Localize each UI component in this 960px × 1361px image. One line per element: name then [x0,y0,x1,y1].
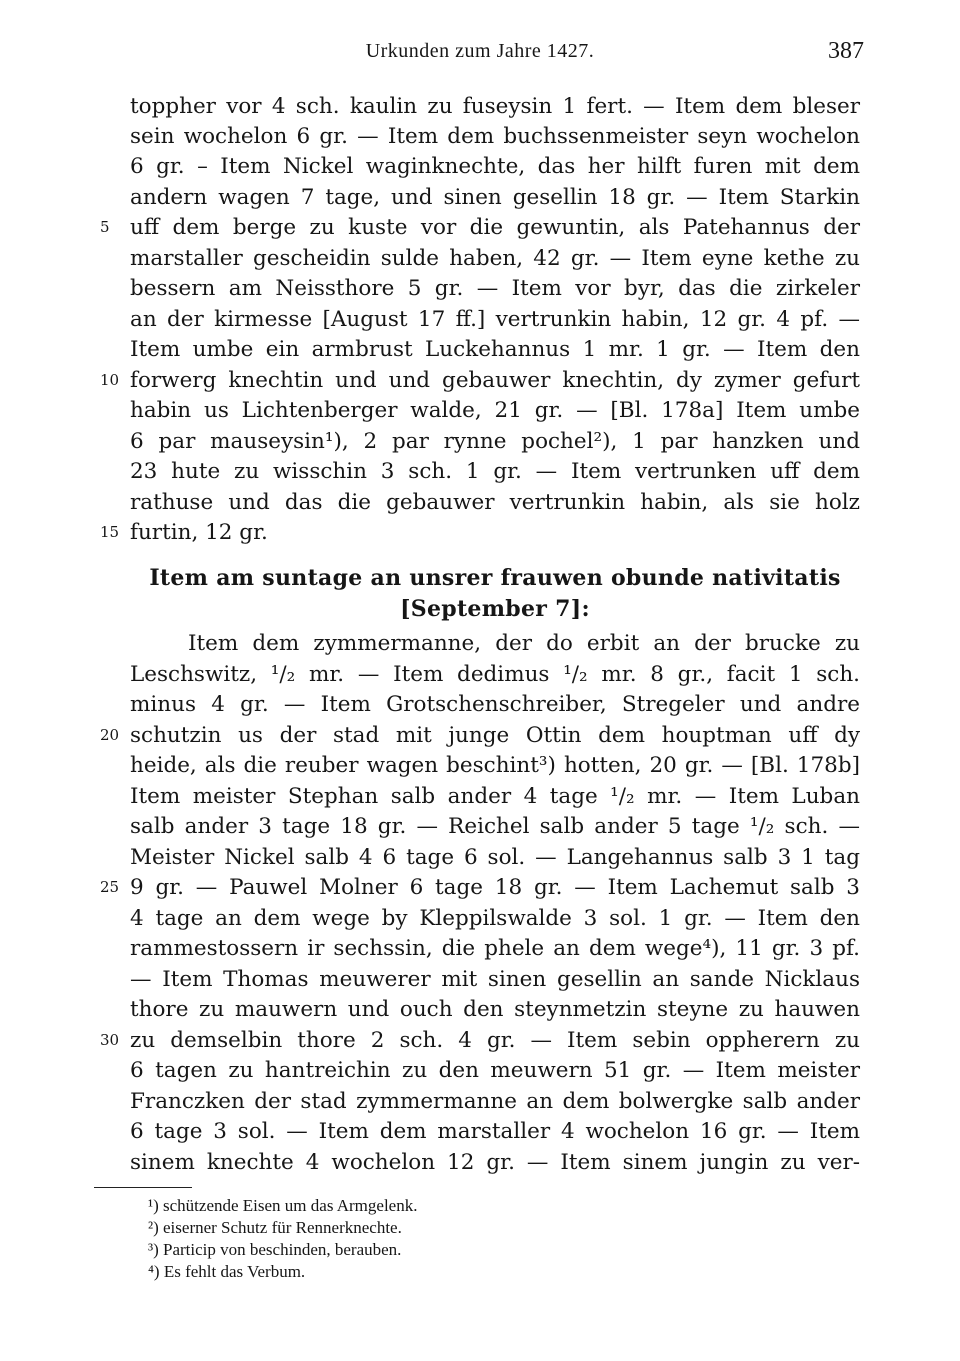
text-line: Leschswitz, ¹/₂ mr. — Item dedimus ¹/₂ mr. 8 gr., facit 1 sch. [130,662,860,687]
text-line: an der kirmesse [August 17 ff.] vertrunkin habin, 12 gr. 4 pf. — [130,307,860,332]
text-line: 6 tage 3 sol. — Item dem marstaller 4 wochelon 16 gr. — Item [130,1119,860,1144]
text-line: Item dem zymmermanne, der do erbit an der brucke zu [188,631,860,656]
text-line: schutzin us der stad mit junge Ottin dem houptman uff dy [130,723,860,748]
text-line: minus 4 gr. — Item Grotschenschreiber, Stregeler und andre [130,692,860,717]
page-number: 387 [828,38,864,64]
footnote: ²) eiserner Schutz für Rennerknechte. [148,1218,402,1237]
line-number: 30 [100,1031,120,1049]
text-line: 23 hute zu wisschin 3 sch. 1 gr. — Item vertrunken uff dem [130,459,860,484]
footnote: ³) Particip von beschinden, berauben. [148,1240,402,1259]
text-line: heide, als die reuber wagen beschint³) hotten, 20 gr. — [Bl. 178b] [130,753,860,778]
text-line: 6 par mauseysin¹), 2 par rynne pochel²), 1 par hanzken und [130,429,860,454]
text-line: sein wochelon 6 gr. — Item dem buchssenmeister seyn wochelon [130,124,860,149]
text-line: forwerg knechtin und und gebauwer knechtin, dy zymer gefurt [130,368,860,393]
line-number: 25 [100,878,120,896]
text-line: toppher vor 4 sch. kaulin zu fuseysin 1 fert. — Item dem bleser [130,94,860,119]
running-title: Urkunden zum Jahre 1427. [365,40,595,62]
text-line: habin us Lichtenberger walde, 21 gr. — [Bl. 178a] Item umbe [130,398,860,423]
line-number: 10 [100,371,120,389]
text-line: 4 tage an dem wege by Kleppilswalde 3 sol. 1 gr. — Item den [130,906,860,931]
text-line: Franczken der stad zymmermanne an dem bolwergke salb ander [130,1089,860,1114]
text-line: sinem knechte 4 wochelon 12 gr. — Item sinem jungin zu ver- [130,1150,860,1175]
line-number: 15 [100,523,120,541]
section-heading: Item am suntage an unsrer frauwen obunde nativitatis [149,565,841,591]
text-line: Item umbe ein armbrust Luckehannus 1 mr. 1 gr. — Item den [130,337,860,362]
text-line: thore zu mauwern und ouch den steynmetzin steyne zu hauwen [130,997,860,1022]
text-line: rathuse und das die gebauwer vertrunkin habin, als sie holz [130,490,860,515]
text-line: marstaller gescheidin sulde haben, 42 gr. — Item eyne kethe zu [130,246,860,271]
text-line: andern wagen 7 tage, und sinen gesellin 18 gr. — Item Starkin [130,185,860,210]
line-number: 20 [100,726,120,744]
text-line: uff dem berge zu kuste vor die gewuntin, als Patehannus der [130,215,860,240]
text-line: Meister Nickel salb 4 6 tage 6 sol. — Langehannus salb 3 1 tag [130,845,860,870]
text-line: 6 tagen zu hantreichin zu den meuwern 51 gr. — Item meister [130,1058,860,1083]
footnote-divider [94,1187,192,1188]
section-heading-date: [September 7]: [400,596,590,622]
line-number: 5 [100,218,110,236]
text-line: — Item Thomas meuwerer mit sinen gesellin an sande Nicklaus [130,967,860,992]
text-line: rammestossern ir sechssin, die phele an dem wege⁴), 11 gr. 3 pf. [130,936,860,961]
footnote: ¹) schützende Eisen um das Armgelenk. [148,1196,418,1215]
text-line: 6 gr. – Item Nickel waginknechte, das her hilft furen mit dem [130,154,860,179]
text-line: salb ander 3 tage 18 gr. — Reichel salb ander 5 tage ¹/₂ sch. — [130,814,860,839]
text-line: bessern am Neissthore 5 gr. — Item vor byr, das die zirkeler [130,276,860,301]
footnote: ⁴) Es fehlt das Verbum. [148,1262,306,1281]
text-line: Item meister Stephan salb ander 4 tage ¹/₂ mr. — Item Luban [130,784,860,809]
text-line: furtin, 12 gr. [130,520,268,545]
text-line: 9 gr. — Pauwel Molner 6 tage 18 gr. — Item Lachemut salb 3 [130,875,860,900]
text-line: zu demselbin thore 2 sch. 4 gr. — Item sebin oppherern zu [130,1028,860,1053]
